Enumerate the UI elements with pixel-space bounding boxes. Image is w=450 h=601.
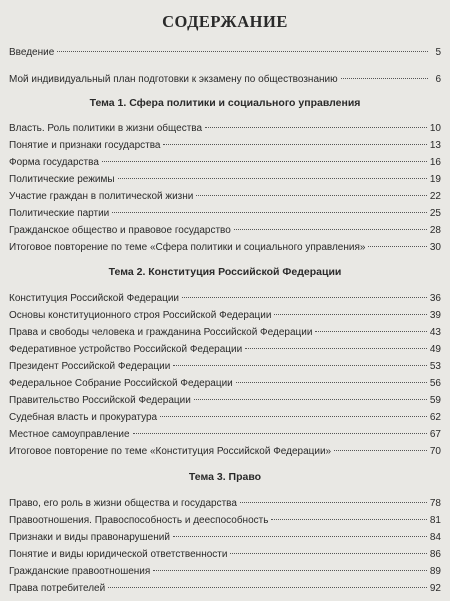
toc-entry-label: Гражданские правоотношения [9, 566, 151, 577]
toc-entry-page: 89 [429, 566, 441, 577]
toc-entry-page: 43 [429, 327, 441, 338]
section-heading-topic-1: Тема 1. Сфера политики и социального управления [89, 97, 361, 109]
toc-entry-page: 78 [429, 498, 441, 509]
toc-entry-page: 16 [429, 157, 441, 168]
dot-leader [133, 433, 427, 434]
toc-entry-label: Федеральное Собрание Российской Федерации [9, 378, 233, 389]
dot-leader [173, 365, 427, 366]
toc-entry[interactable] [9, 156, 441, 170]
toc-entry-page: 70 [429, 446, 441, 457]
dot-leader [160, 416, 427, 417]
toc-entry-page: 49 [429, 344, 441, 355]
dot-leader [108, 587, 427, 588]
dot-leader [57, 51, 428, 52]
toc-entry-label: Права и свободы человека и гражданина Российской Федерации [9, 327, 313, 338]
dot-leader [315, 331, 426, 332]
toc-entry-page: 36 [429, 293, 441, 304]
toc-entry-label: Мой индивидуальный план подготовки к экзамену по обществознанию [9, 74, 338, 85]
dot-leader [182, 297, 427, 298]
toc-entry-page: 62 [429, 412, 441, 423]
toc-entry-label: Политические партии [9, 208, 110, 219]
toc-entry-label: Федеративное устройство Российской Федерации [9, 344, 243, 355]
toc-entry[interactable] [9, 139, 441, 153]
dot-leader [153, 570, 427, 571]
toc-entry-label: Судебная власть и прокуратура [9, 412, 158, 423]
toc-entry[interactable] [9, 531, 441, 545]
toc-entry-label: Участие граждан в политической жизни [9, 191, 194, 202]
toc-entry-introduction[interactable] [9, 46, 441, 60]
toc-entry-label: Правоотношения. Правоспособность и дееспособность [9, 515, 269, 526]
toc-entry-page: 22 [429, 191, 441, 202]
toc-entry-page: 53 [429, 361, 441, 372]
toc-entry[interactable] [9, 309, 441, 323]
toc-entry-page: 92 [429, 583, 441, 594]
toc-entry[interactable] [9, 207, 441, 221]
toc-entry[interactable] [9, 377, 441, 391]
toc-entry-label: Права потребителей [9, 583, 106, 594]
toc-entry-label: Понятие и виды юридической ответственности [9, 549, 228, 560]
dot-leader [274, 314, 426, 315]
toc-entry[interactable] [9, 548, 441, 562]
dot-leader [173, 536, 427, 537]
toc-entry-page: 39 [429, 310, 441, 321]
toc-entry-page: 84 [429, 532, 441, 543]
toc-entry-label: Политические режимы [9, 174, 115, 185]
toc-entry-label: Президент Российской Федерации [9, 361, 171, 372]
toc-entry-page: 86 [429, 549, 441, 560]
toc-entry-label: Форма государства [9, 157, 99, 168]
toc-entry-label: Правительство Российской Федерации [9, 395, 191, 406]
toc-entry[interactable] [9, 514, 441, 528]
dot-leader [118, 178, 427, 179]
toc-entry-page: 67 [429, 429, 441, 440]
toc-entry[interactable] [9, 326, 441, 340]
toc-entry-page: 30 [429, 242, 441, 253]
toc-entry-label: Итоговое повторение по теме «Конституция Российской Федерации» [9, 446, 332, 457]
toc-entry-page: 6 [435, 74, 441, 85]
dot-leader [205, 127, 427, 128]
toc-entry-label: Местное самоуправление [9, 429, 130, 440]
dot-leader [368, 246, 426, 247]
dot-leader [194, 399, 427, 400]
toc-entry[interactable] [9, 411, 441, 425]
toc-entry[interactable] [9, 241, 441, 255]
section-heading-topic-2: Тема 2. Конституция Российской Федерации [108, 266, 342, 278]
toc-entry-page: 59 [429, 395, 441, 406]
toc-entry[interactable] [9, 445, 441, 459]
toc-entry[interactable] [9, 394, 441, 408]
toc-entry-page: 19 [429, 174, 441, 185]
dot-leader [196, 195, 427, 196]
toc-entry-page: 56 [429, 378, 441, 389]
toc-entry[interactable] [9, 360, 441, 374]
toc-entry-label: Гражданское общество и правовое государство [9, 225, 231, 236]
toc-entry-page: 28 [429, 225, 441, 236]
toc-entry[interactable] [9, 173, 441, 187]
dot-leader [271, 519, 426, 520]
toc-entry[interactable] [9, 292, 441, 306]
toc-entry-page: 10 [429, 123, 441, 134]
toc-entry[interactable] [9, 582, 441, 596]
toc-entry-page: 25 [429, 208, 441, 219]
dot-leader [102, 161, 427, 162]
toc-entry[interactable] [9, 497, 441, 511]
dot-leader [234, 229, 427, 230]
page-title: СОДЕРЖАНИЕ [162, 12, 288, 31]
toc-entry-page: 13 [429, 140, 441, 151]
toc-entry[interactable] [9, 122, 441, 136]
toc-entry-study-plan[interactable] [9, 73, 441, 87]
toc-entry-label: Итоговое повторение по теме «Сфера политики и социального управления» [9, 242, 366, 253]
section-heading-topic-3: Тема 3. Право [188, 471, 262, 483]
toc-entry-label: Понятие и признаки государства [9, 140, 161, 151]
dot-leader [341, 78, 428, 79]
toc-entry-page: 81 [429, 515, 441, 526]
toc-entry[interactable] [9, 343, 441, 357]
toc-entry[interactable] [9, 190, 441, 204]
dot-leader [163, 144, 426, 145]
toc-entry[interactable] [9, 565, 441, 579]
toc-entry-label: Конституция Российской Федерации [9, 293, 180, 304]
toc-entry-label: Признаки и виды правонарушений [9, 532, 170, 543]
toc-entry-page: 5 [435, 47, 441, 58]
dot-leader [245, 348, 427, 349]
dot-leader [112, 212, 427, 213]
toc-entry[interactable] [9, 224, 441, 238]
toc-entry-label: Право, его роль в жизни общества и государства [9, 498, 237, 509]
dot-leader [334, 450, 427, 451]
dot-leader [240, 502, 427, 503]
dot-leader [236, 382, 427, 383]
toc-entry[interactable] [9, 428, 441, 442]
toc-entry-label: Основы конституционного строя Российской Федерации [9, 310, 272, 321]
toc-entry-label: Власть. Роль политики в жизни общества [9, 123, 203, 134]
dot-leader [230, 553, 426, 554]
toc-entry-label: Введение [9, 47, 55, 58]
